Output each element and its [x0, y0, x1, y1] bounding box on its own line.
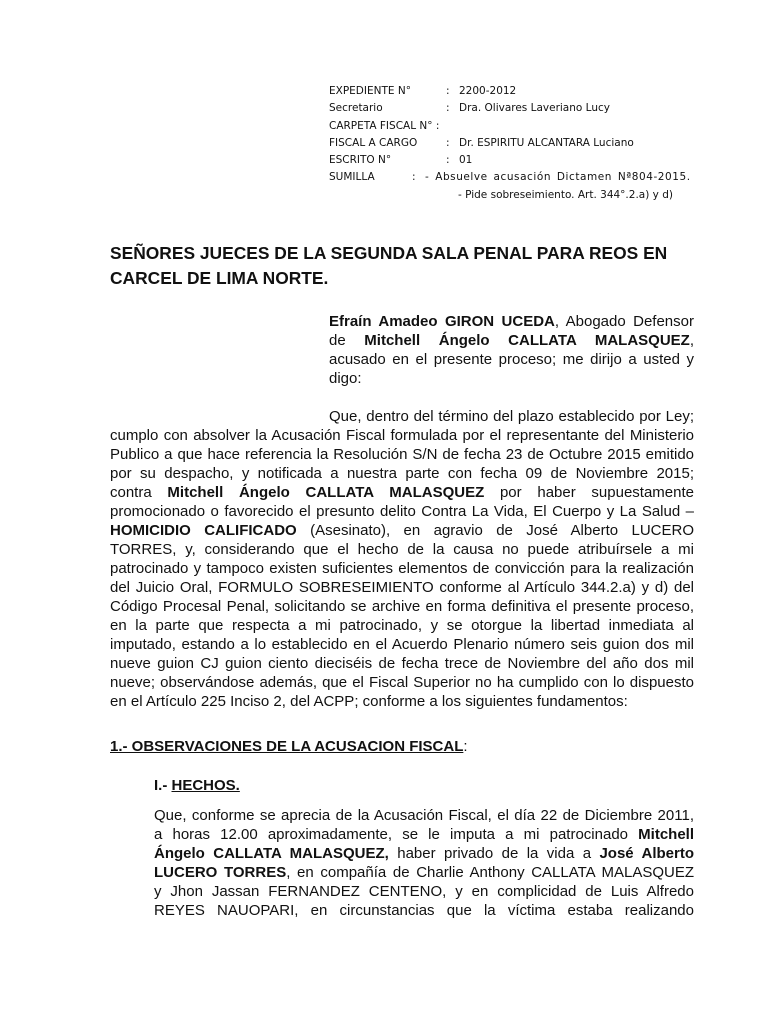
paragraph-line: cumplo con absolver la Acusación Fiscal formulada por el representante del Ministerio [110, 427, 694, 444]
document-title [110, 241, 694, 291]
paragraph-line: Código Procesal Penal, solicitando se archive en forma definitiva el presente proceso, [110, 598, 694, 615]
header-separator: : [446, 136, 450, 149]
header-value: Dr. ESPIRITU ALCANTARA Luciano [459, 136, 634, 149]
intro-paragraph [329, 312, 694, 388]
intro-line: Efraín Amadeo GIRON UCEDA, Abogado Defensor [329, 313, 694, 330]
header-value: 01 [459, 154, 473, 167]
intro-line: digo: [329, 370, 362, 387]
paragraph-line: REYES NAUOPARI, en circunstancias que la víctima estaba realizando [154, 902, 694, 919]
header-label: Secretario [329, 102, 383, 115]
case-header [329, 83, 729, 201]
paragraph-line: TORRES, y, considerando que el hecho de la causa no puede atribuírsele a mi [110, 541, 694, 558]
header-row-secretario [329, 100, 729, 117]
facts-paragraph [154, 806, 694, 920]
header-separator: : [446, 154, 450, 167]
header-separator: : [446, 85, 450, 97]
paragraph-line: nueve; observándose además, que el Fiscal Superior no ha cumplido con lo dispuesto [110, 674, 694, 691]
paragraph-line: Que, dentro del término del plazo establecido por Ley; [329, 408, 694, 425]
paragraph-line: contra Mitchell Ángelo CALLATA MALASQUEZ por haber supuestamente [110, 484, 694, 501]
header-label: EXPEDIENTE N° [329, 85, 411, 97]
title-line-2: CARCEL DE LIMA NORTE. [110, 268, 329, 288]
paragraph-line: patrocinado y tampoco existen suficientes elementos de convicción para la realización [110, 560, 694, 577]
sumilla-value: - Absuelve acusación Dictamen Nª804-2015. [425, 171, 691, 184]
header-value: 2200-2012 [459, 85, 517, 97]
header-separator: : [412, 171, 416, 184]
header-label: FISCAL A CARGO [329, 136, 418, 149]
header-label: SUMILLA [329, 171, 375, 184]
header-separator: : [446, 102, 450, 115]
defendant-name: Mitchell Ángelo CALLATA MALASQUEZ [364, 332, 690, 349]
sumilla-continuation: - Pide sobreseimiento. Art. 344°.2.a) y d) [458, 189, 673, 201]
paragraph-line: por su despacho, y notificada a nuestra parte con fecha 09 de Noviembre 2015; [110, 465, 694, 482]
header-row-carpeta [329, 118, 729, 135]
paragraph-line: nueve guion CJ guion ciento dieciséis de fecha trece de Noviembre del año dos mil [110, 655, 694, 672]
paragraph-line: Que, conforme se aprecia de la Acusación Fiscal, el día 22 de Diciembre 2011, [154, 807, 694, 824]
paragraph-line: promocionado o favorecido el presunto delito Contra La Vida, El Cuerpo y La Salud – [110, 503, 694, 520]
paragraph-line: en el Artículo 225 Inciso 2, del ACPP; conforme a los siguientes fundamentos: [110, 693, 628, 710]
header-row-expediente [329, 83, 729, 100]
paragraph-line: LUCERO TORRES, en compañía de Charlie Anthony CALLATA MALASQUEZ [154, 864, 695, 881]
header-row-sumilla [329, 169, 729, 186]
intro-line: acusado en el presente proceso; me dirijo a usted y [329, 351, 694, 368]
paragraph-line: del Juicio Oral, FORMULO SOBRESEIMIENTO conforme al Artículo 344.2.a) y d) del [110, 579, 694, 596]
title-line-1: SEÑORES JUECES DE LA SEGUNDA SALA PENAL PARA REOS EN [110, 243, 668, 263]
lawyer-name: Efraín Amadeo GIRON UCEDA [329, 313, 555, 330]
paragraph-line: y Jhon Jassan FERNANDEZ CENTENO, y en complicidad de Luis Alfredo [154, 883, 694, 900]
subsection-heading: I.- HECHOS. [154, 777, 240, 794]
paragraph-line: Publico a que hace referencia la Resolución S/N de fecha 23 de Octubre 2015 emitido [110, 446, 694, 463]
paragraph-line: HOMICIDIO CALIFICADO (Asesinato), en agravio de José Alberto LUCERO [110, 522, 694, 539]
paragraph-line: Ángelo CALLATA MALASQUEZ, haber privado de la vida a José Alberto [154, 845, 694, 862]
main-paragraph [110, 407, 694, 711]
header-row-fiscal [329, 135, 729, 152]
header-value: Dra. Olivares Laveriano Lucy [459, 102, 610, 115]
header-label: ESCRITO N° [329, 154, 392, 167]
header-row-escrito [329, 152, 729, 169]
header-label: CARPETA FISCAL N° : [329, 119, 440, 132]
paragraph-line: en la parte que respecta a mi patrocinado, y se otorgue la libertad inmediata al [110, 617, 694, 634]
paragraph-line: a horas 12.00 aproximadamente, se le imputa a mi patrocinado Mitchell [154, 826, 694, 843]
intro-line: de Mitchell Ángelo CALLATA MALASQUEZ, [329, 332, 694, 349]
paragraph-line: imputado, estando a lo establecido en el Acuerdo Plenario número seis guion dos mil [110, 636, 694, 653]
section-heading: 1.- OBSERVACIONES DE LA ACUSACION FISCAL: [110, 738, 468, 755]
